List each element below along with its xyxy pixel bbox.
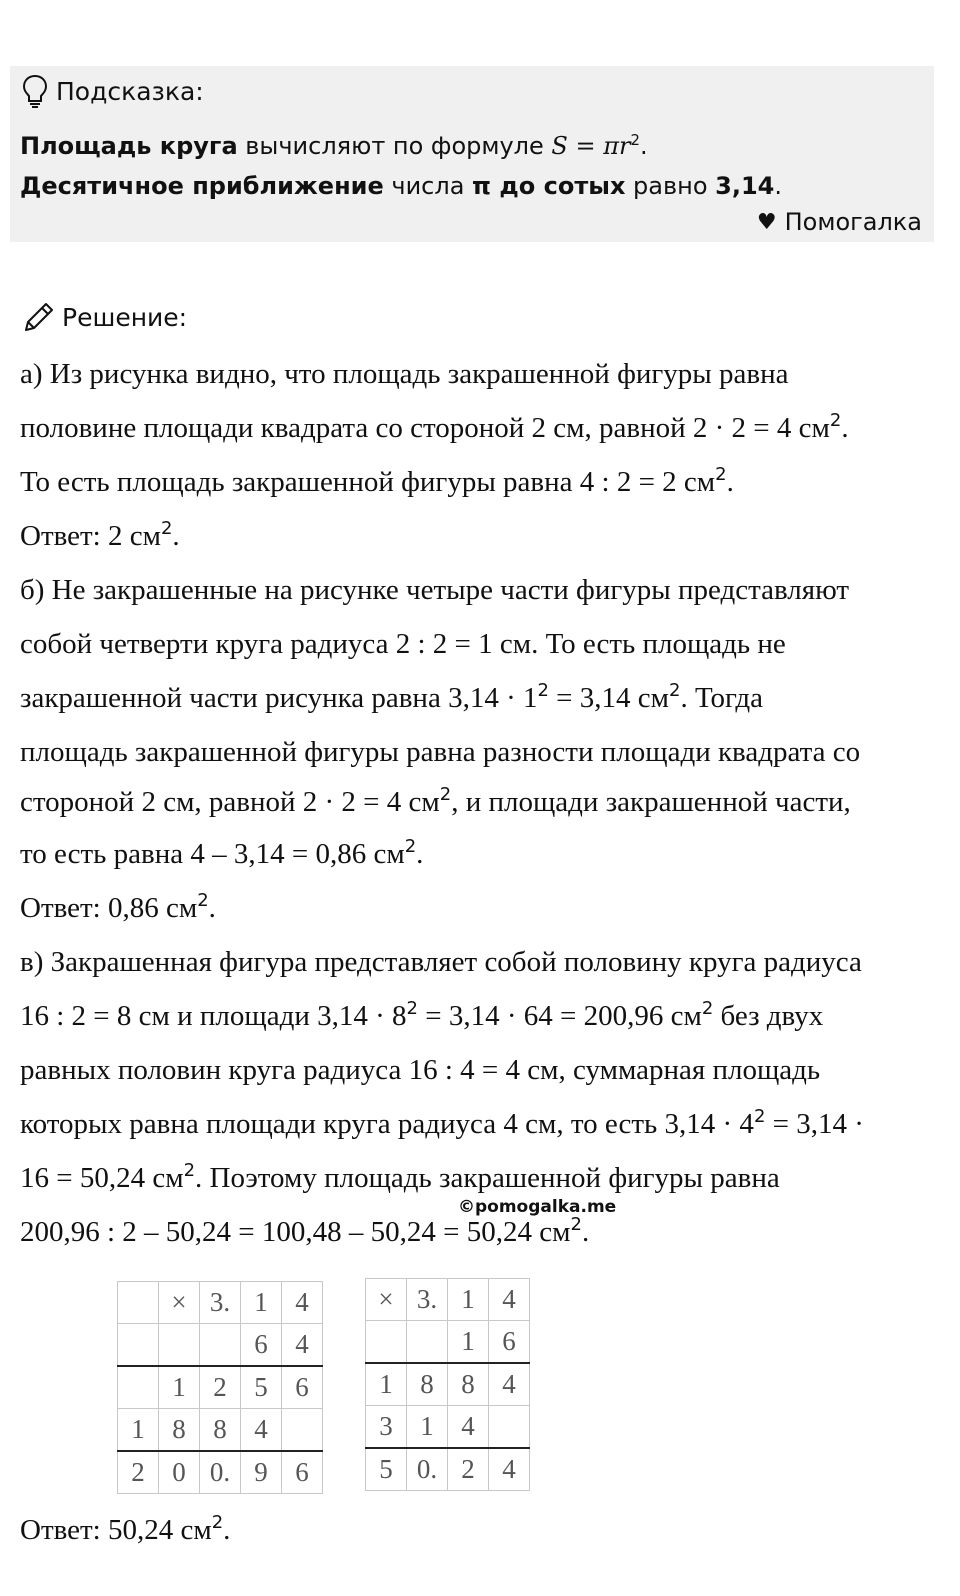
- solution-line: [20, 1514, 230, 1547]
- solution-line: [20, 1162, 780, 1195]
- calc-cell: 2: [448, 1448, 489, 1491]
- calc-row: [366, 1406, 530, 1449]
- multiplication-table-2: [365, 1278, 530, 1491]
- calc-cell: [200, 1324, 241, 1367]
- calc-cell: 6: [489, 1321, 530, 1364]
- calc-cell: 1: [448, 1321, 489, 1364]
- superscript: 2: [570, 1214, 582, 1236]
- calc-cell: ×: [366, 1279, 407, 1321]
- calc-cell: 4: [282, 1282, 323, 1324]
- lightbulb-icon: [22, 74, 48, 108]
- calc-cell: 0.: [407, 1448, 448, 1491]
- calc-cell: 4: [448, 1406, 489, 1449]
- line-text: закрашенной части рисунка равна 3,14 · 1: [20, 682, 538, 714]
- solution-line: [20, 358, 788, 391]
- calc-row: [118, 1451, 323, 1494]
- line-text: То есть площадь закрашенной фигуры равна 4 : 2 = 2 см: [20, 466, 716, 498]
- heart-icon: ♥: [756, 209, 777, 235]
- line-text: .: [726, 466, 734, 498]
- superscript: 2: [439, 784, 452, 806]
- line-text: 200,96 : 2 – 50,24 = 100,48 – 50,24 = 50,24 см: [20, 1216, 571, 1248]
- hint-term-value: 3,14: [715, 172, 775, 200]
- calc-row: [118, 1366, 323, 1409]
- brand-name: Помогалка: [784, 208, 922, 236]
- solution-line: [20, 682, 763, 715]
- solution-line: [20, 574, 849, 607]
- calc-cell: [118, 1282, 159, 1324]
- superscript: 2: [406, 998, 418, 1020]
- superscript: 2: [829, 410, 842, 432]
- multiplication-table-1: [117, 1281, 323, 1494]
- line-text: б) Не закрашенные на рисунке четыре части фигуры представляют: [20, 574, 850, 606]
- line-text: = 3,14 · 64 = 200,96 см: [417, 1000, 702, 1032]
- line-text: .: [841, 412, 849, 444]
- line-text: собой четверти круга радиуса 2 : 2 = 1 см. То есть площадь не: [20, 628, 786, 660]
- superscript: 2: [183, 1160, 196, 1182]
- line-text: .: [208, 892, 216, 924]
- line-text: а) Из рисунка видно, что площадь закрашенной фигуры равна: [20, 358, 789, 390]
- calc-cell: 8: [200, 1409, 241, 1452]
- calc-cell: 1: [407, 1406, 448, 1449]
- hint-term-area: Площадь круга: [20, 132, 238, 160]
- line-text: равных половин круга радиуса 16 : 4 = 4 см, суммарная площадь: [20, 1054, 821, 1086]
- calc-cell: [407, 1321, 448, 1364]
- calc-cell: 1: [118, 1409, 159, 1452]
- calc-cell: ×: [159, 1282, 200, 1324]
- calc-cell: [118, 1366, 159, 1409]
- solution-line: [20, 412, 849, 445]
- calc-cell: 5: [241, 1366, 282, 1409]
- solution-line: [20, 838, 423, 871]
- calc-cell: 1: [241, 1282, 282, 1324]
- solution-title-text: Решение:: [62, 302, 188, 332]
- calc-cell: [282, 1409, 323, 1452]
- calc-cell: 3: [366, 1406, 407, 1449]
- calc-cell: 2: [118, 1451, 159, 1494]
- line-text: .: [172, 520, 180, 552]
- solution-line: [20, 1054, 820, 1087]
- calc-cell: [118, 1324, 159, 1367]
- line-text: , и площади закрашенной части,: [451, 786, 851, 818]
- calc-cell: 8: [407, 1363, 448, 1406]
- line-text: .: [416, 838, 424, 870]
- solution-line: [20, 1000, 823, 1033]
- calc-row: [118, 1409, 323, 1452]
- hint-text: равно: [625, 172, 716, 200]
- line-text: 16 : 2 = 8 см и площади 3,14 · 8: [20, 1000, 407, 1032]
- watermark: ©pomogalka.me: [458, 1197, 617, 1217]
- superscript: 2: [669, 680, 681, 702]
- line-text: 16 = 50,24 см: [20, 1162, 184, 1194]
- line-text: то есть равна 4 – 3,14 = 0,86 см: [20, 838, 405, 870]
- calc-cell: 4: [241, 1409, 282, 1452]
- line-text: Ответ: 50,24 см: [20, 1514, 212, 1546]
- line-text: площадь закрашенной фигуры равна разности площади квадрата со: [20, 736, 861, 768]
- hint-term-pi: π до сотых: [472, 172, 626, 200]
- calc-row: [366, 1363, 530, 1406]
- solution-line: [20, 736, 860, 769]
- line-text: Ответ: 0,86 см: [20, 892, 198, 924]
- line-text: которых равна площади круга радиуса 4 см, то есть 3,14 · 4: [20, 1108, 754, 1140]
- calc-cell: [159, 1324, 200, 1367]
- solution-line: [20, 628, 786, 661]
- hint-formula-exp: 2: [630, 131, 640, 150]
- hint-text: числа: [383, 172, 473, 200]
- hint-title-text: Подсказка:: [56, 76, 204, 106]
- solution-line: [20, 466, 734, 499]
- hint-text-end: .: [639, 132, 648, 160]
- solution-title: [22, 300, 187, 334]
- calc-cell: 4: [489, 1448, 530, 1491]
- calc-row: [366, 1321, 530, 1364]
- calc-cell: [489, 1406, 530, 1449]
- superscript: 2: [404, 836, 417, 858]
- hint-formula: S = πr: [551, 132, 631, 160]
- line-text: .: [223, 1514, 231, 1546]
- line-text: = 3,14 ·: [765, 1108, 864, 1140]
- hint-line-1: [20, 132, 648, 160]
- line-text: стороной 2 см, равной 2 · 2 = 4 см: [20, 786, 440, 818]
- superscript: 2: [715, 464, 727, 486]
- line-text: = 3,14 см: [548, 682, 669, 714]
- calc-cell: 1: [366, 1363, 407, 1406]
- calc-cell: 4: [282, 1324, 323, 1367]
- calc-cell: 5: [366, 1448, 407, 1491]
- line-text: половине площади квадрата со стороной 2 см, равной 2 · 2 = 4 см: [20, 412, 830, 444]
- calc-cell: 9: [241, 1451, 282, 1494]
- pencil-icon: [22, 300, 56, 334]
- superscript: 2: [197, 890, 209, 912]
- calc-row: [366, 1279, 530, 1321]
- calc-cell: 3.: [200, 1282, 241, 1324]
- hint-text: вычисляют по формуле: [237, 132, 552, 160]
- hint-title: [22, 74, 204, 108]
- solution-line: [20, 946, 862, 979]
- superscript: 2: [211, 1512, 224, 1534]
- line-text: . Тогда: [680, 682, 764, 714]
- line-text: в) Закрашенная фигура представляет собой половину круга радиуса: [20, 946, 862, 978]
- solution-line: [20, 520, 180, 553]
- line-text: .: [581, 1216, 590, 1248]
- calc-cell: 0: [159, 1451, 200, 1494]
- hint-text-end: .: [774, 172, 782, 200]
- calc-row: [118, 1282, 323, 1324]
- calc-cell: 1: [448, 1279, 489, 1321]
- calc-cell: 6: [282, 1451, 323, 1494]
- brand: [757, 208, 922, 236]
- solution-line: [20, 1216, 589, 1249]
- calc-cell: 8: [159, 1409, 200, 1452]
- calc-cell: 3.: [407, 1279, 448, 1321]
- calc-cell: 2: [200, 1366, 241, 1409]
- solution-line: [20, 892, 216, 925]
- calc-row: [366, 1448, 530, 1491]
- calc-cell: 4: [489, 1279, 530, 1321]
- solution-line: [20, 786, 851, 819]
- calc-cell: 1: [159, 1366, 200, 1409]
- calc-cell: 6: [241, 1324, 282, 1367]
- line-text: . Поэтому площадь закрашенной фигуры равна: [195, 1162, 780, 1194]
- calc-cell: 6: [282, 1366, 323, 1409]
- line-text: Ответ: 2 см: [20, 520, 161, 552]
- calc-cell: 8: [448, 1363, 489, 1406]
- superscript: 2: [753, 1106, 766, 1128]
- superscript: 2: [160, 518, 173, 540]
- line-text: без двух: [713, 1000, 824, 1032]
- hint-term-approx: Десятичное приближение: [20, 172, 384, 200]
- calc-cell: [366, 1321, 407, 1364]
- hint-line-2: [20, 172, 782, 200]
- calc-row: [118, 1324, 323, 1367]
- superscript: 2: [701, 998, 714, 1020]
- solution-line: [20, 1108, 864, 1141]
- calc-cell: 0.: [200, 1451, 241, 1494]
- superscript: 2: [537, 680, 549, 702]
- calc-cell: 4: [489, 1363, 530, 1406]
